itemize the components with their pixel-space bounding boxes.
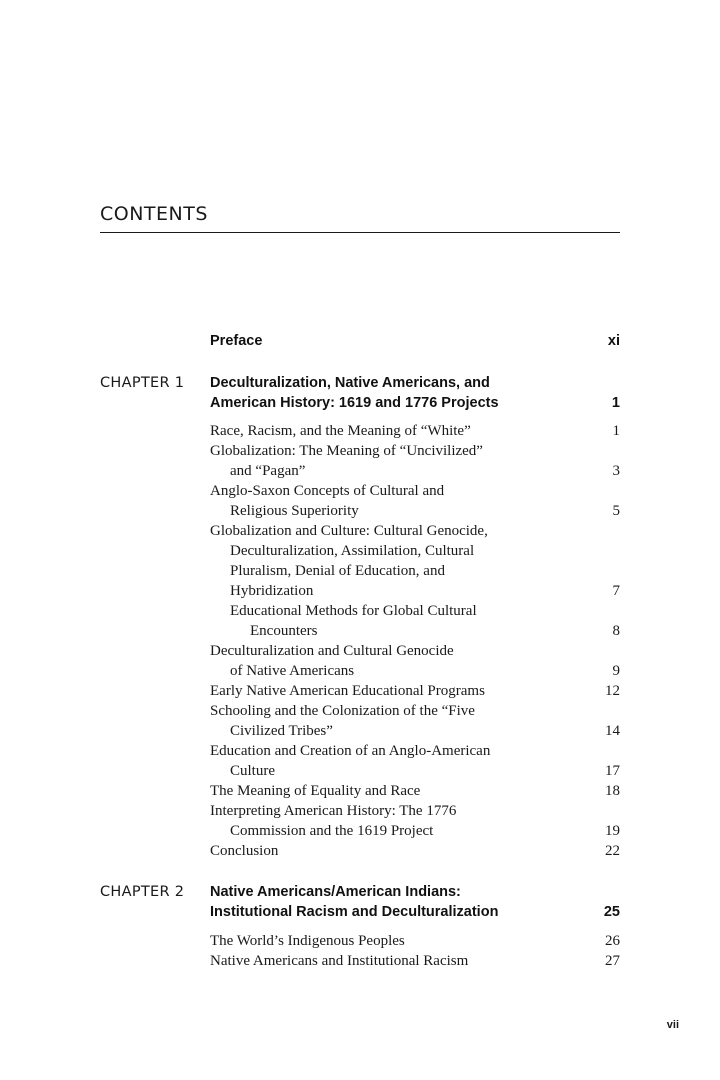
toc-entry[interactable] bbox=[210, 801, 620, 841]
chapter-1-title-line-2: American History: 1619 and 1776 Projects bbox=[210, 395, 499, 411]
entry-line: Commission and the 1619 Project bbox=[230, 823, 434, 839]
toc-entry[interactable] bbox=[210, 481, 620, 521]
entry-page: 7 bbox=[612, 583, 620, 599]
entry-line: Civilized Tribes” bbox=[230, 723, 333, 739]
entry-line: of Native Americans bbox=[230, 663, 355, 679]
toc-entry[interactable] bbox=[210, 841, 620, 861]
entry-line: Interpreting American History: The 1776 bbox=[210, 803, 457, 819]
entry-page: 26 bbox=[605, 933, 620, 949]
entry-line: and “Pagan” bbox=[230, 463, 306, 479]
toc-entry[interactable] bbox=[210, 521, 620, 601]
toc-entry[interactable] bbox=[210, 701, 620, 741]
chapter-2-page: 25 bbox=[603, 904, 620, 920]
entry-page: 27 bbox=[605, 953, 620, 969]
entry-line: Native Americans and Institutional Racism bbox=[210, 953, 469, 969]
page-number: vii bbox=[666, 1019, 679, 1031]
toc-entry[interactable] bbox=[210, 741, 620, 781]
entry-line: Religious Superiority bbox=[230, 503, 359, 519]
entry-page: 22 bbox=[605, 843, 620, 859]
entry-line: Schooling and the Colonization of the “Five bbox=[210, 703, 475, 719]
entry-line: The Meaning of Equality and Race bbox=[210, 783, 421, 799]
entry-line: Culture bbox=[230, 763, 275, 779]
toc-entry[interactable] bbox=[210, 781, 620, 801]
entry-line: Educational Methods for Global Cultural bbox=[230, 603, 477, 619]
entry-line: Pluralism, Denial of Education, and bbox=[230, 563, 445, 579]
chapter-2-label: CHAPTER 2 bbox=[100, 884, 185, 900]
entry-line: Education and Creation of an Anglo-American bbox=[210, 743, 491, 759]
entry-line: Deculturalization and Cultural Genocide bbox=[210, 643, 454, 659]
entry-page: 17 bbox=[605, 763, 620, 779]
chapter-1-label: CHAPTER 1 bbox=[100, 375, 185, 391]
entry-page: 14 bbox=[605, 723, 620, 739]
entry-page: 3 bbox=[612, 463, 620, 479]
entry-page: 18 bbox=[605, 783, 620, 799]
entry-line: Globalization: The Meaning of “Uncivilized” bbox=[210, 443, 483, 459]
toc-entry[interactable] bbox=[210, 681, 620, 701]
toc-entry[interactable] bbox=[210, 931, 620, 951]
entry-page: 12 bbox=[605, 683, 620, 699]
toc-entry[interactable] bbox=[210, 421, 620, 441]
entry-line: Globalization and Culture: Cultural Genocide, bbox=[210, 523, 488, 539]
toc-entry[interactable] bbox=[210, 441, 620, 481]
chapter-1-title-line-1: Deculturalization, Native Americans, and bbox=[210, 375, 490, 391]
entry-line: Hybridization bbox=[230, 583, 314, 599]
entry-page: 5 bbox=[612, 503, 620, 519]
preface-title[interactable]: Preface bbox=[210, 333, 263, 349]
entry-page: 1 bbox=[612, 423, 620, 439]
entry-page: 8 bbox=[612, 623, 620, 639]
chapter-2-title-line-2: Institutional Racism and Deculturalization bbox=[210, 904, 499, 920]
heading-rule bbox=[100, 232, 620, 233]
chapter-1-title[interactable] bbox=[210, 373, 550, 413]
entry-page: 9 bbox=[612, 663, 620, 679]
entry-line: Race, Racism, and the Meaning of “White” bbox=[210, 423, 471, 439]
entry-line: Deculturalization, Assimilation, Cultural bbox=[230, 543, 475, 559]
chapter-1-page: 1 bbox=[611, 395, 620, 411]
contents-heading: CONTENTS bbox=[100, 203, 208, 225]
entry-line: Anglo-Saxon Concepts of Cultural and bbox=[210, 483, 445, 499]
entry-line: Encounters bbox=[250, 623, 318, 639]
chapter-2-title-line-1: Native Americans/American Indians: bbox=[210, 884, 461, 900]
entry-line: Early Native American Educational Programs bbox=[210, 683, 485, 699]
preface-page: xi bbox=[607, 333, 620, 349]
entry-line: The World’s Indigenous Peoples bbox=[210, 933, 405, 949]
chapter-2-title[interactable] bbox=[210, 882, 550, 922]
entry-page: 19 bbox=[605, 823, 620, 839]
toc-entry[interactable] bbox=[210, 641, 620, 681]
toc-entry[interactable] bbox=[210, 951, 620, 971]
entry-line: Conclusion bbox=[210, 843, 279, 859]
toc-entry[interactable] bbox=[210, 601, 620, 641]
